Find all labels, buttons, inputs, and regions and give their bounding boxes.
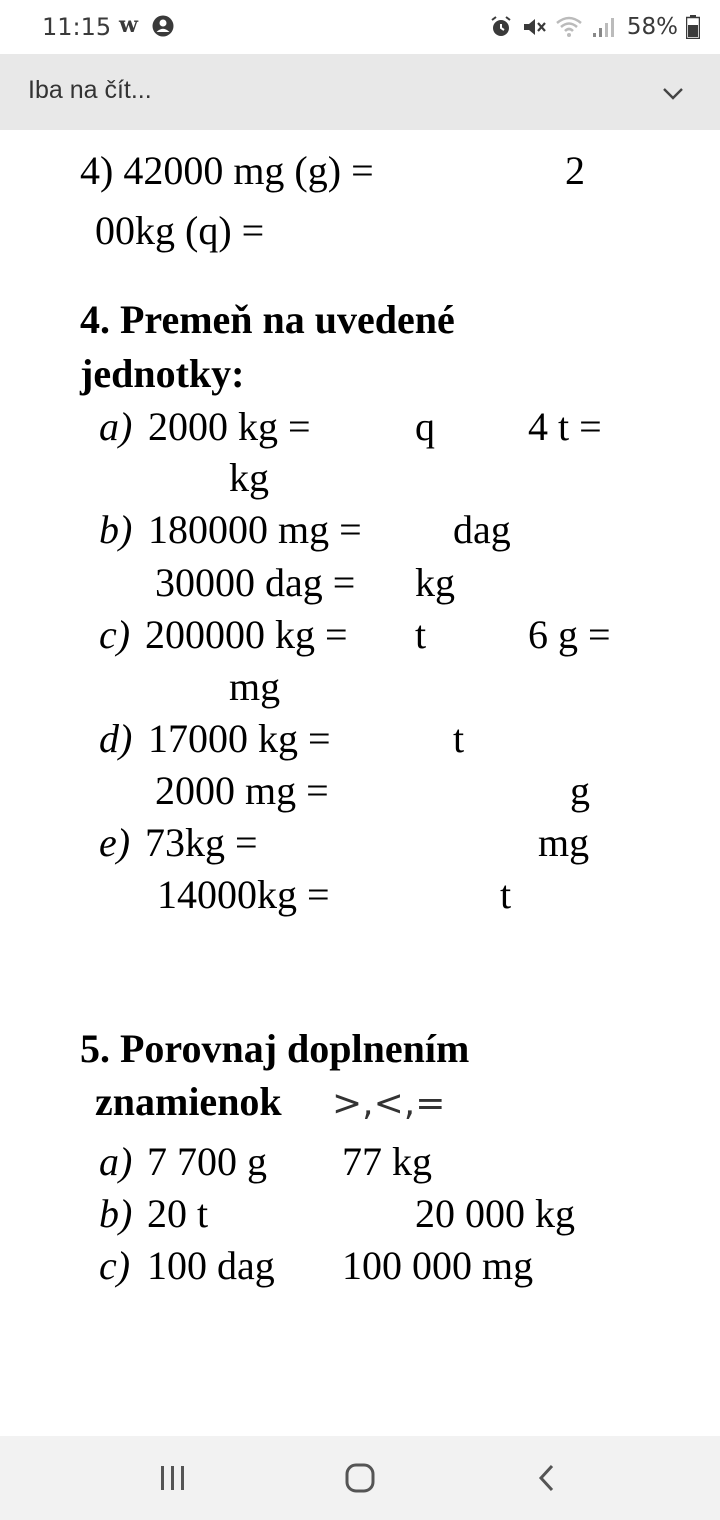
back-icon[interactable] <box>530 1460 566 1496</box>
task5-b-right: 20 000 kg <box>415 1191 575 1236</box>
home-icon[interactable] <box>342 1460 378 1496</box>
task4-c-expr2: 6 g = <box>528 612 611 657</box>
prev-line-2: 00kg (q) = <box>95 208 265 253</box>
task4-e-unit: mg <box>538 820 590 865</box>
battery-level: 58% <box>626 14 678 40</box>
task4-b-unit: dag <box>453 507 511 552</box>
task5-b-left: 20 t <box>147 1191 209 1236</box>
document-page <box>0 130 720 1436</box>
alarm-icon <box>489 15 513 39</box>
task4-title-cont: jednotky: <box>80 351 245 396</box>
task5-title: 5. Porovnaj doplnením <box>80 1026 470 1071</box>
task4-e-unit2: t <box>500 872 512 917</box>
task4-b-label: b) <box>99 507 133 552</box>
chevron-down-icon[interactable] <box>660 80 686 106</box>
task5-a-label: a) <box>99 1139 133 1184</box>
task4-b-expr: 180000 mg = <box>148 507 362 552</box>
task5-b-label: b) <box>99 1191 133 1236</box>
navigation-bar <box>0 1436 720 1520</box>
task4-title: 4. Premeň na uvedené <box>80 297 455 342</box>
task4-d-expr2: 2000 mg = <box>155 768 329 813</box>
task4-c-expr: 200000 kg = <box>145 612 348 657</box>
task4-c-unit: t <box>415 612 427 657</box>
cut-off-text-fragment <box>100 130 190 134</box>
task4-b-expr2: 30000 dag = <box>155 560 356 605</box>
task4-c-unit2: mg <box>229 664 281 709</box>
clock: 11:15 <box>42 13 112 41</box>
task4-d-unit: t <box>453 716 465 761</box>
status-icons <box>489 12 700 42</box>
task5-c-right: 100 000 mg <box>342 1243 534 1288</box>
task4-d-expr: 17000 kg = <box>148 716 331 761</box>
task4-e-expr: 73kg = <box>145 820 258 865</box>
task4-d-unit2: g <box>570 768 590 813</box>
task5-c-label: c) <box>99 1243 131 1288</box>
task5-title-cont: znamienok <box>95 1079 282 1124</box>
task4-a-expr2: 4 t = <box>528 404 602 449</box>
task4-a-unit2: kg <box>229 455 269 500</box>
task4-c-label: c) <box>99 612 131 657</box>
task5-a-right: 77 kg <box>342 1139 432 1184</box>
task4-b-unit2: kg <box>415 560 455 605</box>
status-bar <box>0 0 720 54</box>
battery-icon <box>686 15 700 39</box>
comparison-symbols: >,<,= <box>332 1083 446 1124</box>
signal-icon <box>591 15 615 39</box>
task5-a-left: 7 700 g <box>147 1139 267 1184</box>
wifi-icon <box>555 15 583 39</box>
prev-line-1: 4) 42000 mg (g) = <box>80 148 374 193</box>
recent-apps-icon[interactable] <box>155 1460 191 1496</box>
account-icon <box>152 15 174 37</box>
task4-a-label: a) <box>99 404 133 449</box>
read-only-label: Iba na čít... <box>28 76 152 104</box>
prev-line-1-value: 2 <box>565 148 585 193</box>
read-only-bar[interactable] <box>0 54 720 130</box>
task4-e-expr2: 14000kg = <box>157 872 330 917</box>
task4-a-unit: q <box>415 404 435 449</box>
task4-a-expr: 2000 kg = <box>148 404 311 449</box>
w-notification-icon: w <box>119 12 138 38</box>
mute-icon <box>521 15 547 39</box>
task4-e-label: e) <box>99 820 131 865</box>
task4-d-label: d) <box>99 716 133 761</box>
task5-c-left: 100 dag <box>147 1243 275 1288</box>
